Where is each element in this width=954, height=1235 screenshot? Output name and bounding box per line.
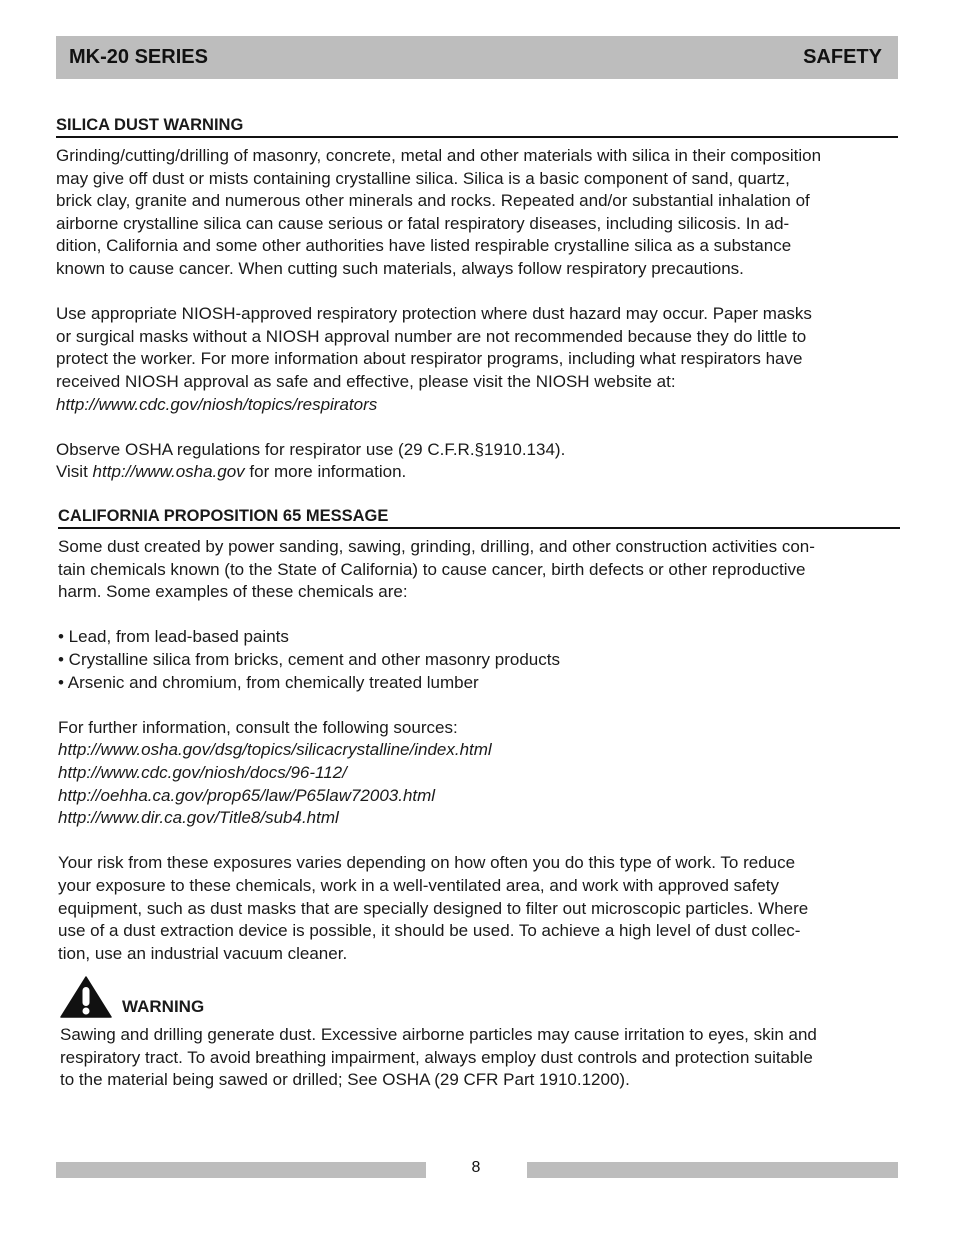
text-line: to the material being sawed or drilled; See OSHA (29 CFR Part 1910.1200). [60, 1070, 630, 1090]
text-line: your exposure to these chemicals, work in a well-ventilated area, and work with approved safety [58, 875, 779, 895]
text-line: dition, California and some other authorities have listed respirable crystalline silica as a substance [56, 236, 792, 256]
text-line: harm. Some examples of these chemicals are: [58, 582, 408, 602]
page-number: 8 [471, 1159, 481, 1176]
text-line: Grinding/cutting/drilling of masonry, concrete, metal and other materials with silica in their composition [56, 146, 822, 165]
text-line: Some dust created by power sanding, sawing, grinding, drilling, and other construction activities con- [58, 537, 815, 556]
prop65-title: CALIFORNIA PROPOSITION 65 MESSAGE [58, 506, 900, 529]
text-line: Sawing and drilling generate dust. Excessive airborne particles may cause irritation to eyes, skin and [60, 1025, 817, 1044]
warning-section [60, 974, 900, 1092]
visit-label: Visit [56, 462, 88, 482]
sources-intro: For further information, consult the following sources: [58, 717, 458, 737]
text-line: received NIOSH approval as safe and effective, please visit the NIOSH website at: [56, 371, 676, 391]
list-item: • Arsenic and chromium, from chemically treated lumber [58, 672, 479, 692]
niosh-link[interactable]: http://www.cdc.gov/niosh/topics/respirators [56, 394, 378, 414]
header-section: SAFETY [803, 46, 882, 68]
silica-section [56, 115, 898, 484]
silica-title: SILICA DUST WARNING [56, 115, 898, 138]
prop65-paragraph-1 [58, 536, 900, 604]
list-item: • Crystalline silica from bricks, cement and other masonry products [58, 649, 560, 669]
text-line: may give off dust or mists containing crystalline silica. Silica is a basic component of sand, quartz, [56, 168, 790, 188]
text-line: brick clay, granite and numerous other minerals and rocks. Repeated and/or substantial inhalation of [56, 191, 810, 211]
risk-paragraph [58, 852, 900, 965]
source-link[interactable]: http://oehha.ca.gov/prop65/law/P65law72003.html [58, 785, 436, 805]
silica-paragraph-3 [56, 439, 898, 484]
source-link[interactable]: http://www.osha.gov/dsg/topics/silicacrystalline/index.html [58, 740, 492, 760]
text-line: or surgical masks without a NIOSH approval number are not recommended because they do little to [56, 326, 807, 346]
text-line: known to cause cancer. When cutting such materials, always follow respiratory precautions. [56, 258, 744, 278]
source-link[interactable]: http://www.dir.ca.gov/Title8/sub4.html [58, 808, 339, 828]
chemical-list [58, 626, 900, 694]
warning-paragraph [60, 1024, 900, 1092]
osha-link[interactable]: http://www.osha.gov [92, 462, 245, 482]
warning-label: WARNING [122, 997, 205, 1016]
visit-tail: for more information. [249, 462, 407, 482]
header-series: MK-20 SERIES [69, 46, 208, 68]
source-link[interactable]: http://www.cdc.gov/niosh/docs/96-112/ [58, 762, 347, 782]
text-line: tion, use an industrial vacuum cleaner. [58, 943, 348, 963]
text-line: respiratory tract. To avoid breathing impairment, always employ dust controls and protection suitable [60, 1047, 813, 1067]
page-header [56, 36, 898, 79]
warning-header [60, 974, 900, 1018]
text-line: use of a dust extraction device is possible, it should be used. To achieve a high level of dust collec- [58, 921, 801, 941]
prop65-section [58, 506, 900, 965]
text-line: Use appropriate NIOSH-approved respiratory protection where dust hazard may occur. Paper masks [56, 304, 812, 324]
footer-bar-right [527, 1162, 898, 1178]
list-item: • Lead, from lead-based paints [58, 627, 289, 647]
silica-paragraph-2 [56, 303, 898, 416]
text-line: Observe OSHA regulations for respirator use (29 C.F.R.§1910.134). [56, 439, 566, 459]
silica-paragraph-1 [56, 145, 898, 281]
text-line: equipment, such as dust masks that are specially designed to filter out microscopic particles. Where [58, 898, 809, 918]
text-line: protect the worker. For more information about respirator programs, including what respirators have [56, 349, 803, 369]
text-line [56, 461, 898, 484]
text-line: tain chemicals known (to the State of California) to cause cancer, birth defects or other reproductive [58, 559, 806, 579]
text-line: airborne crystalline silica can cause serious or fatal respiratory diseases, including silicosis. In ad- [56, 213, 790, 233]
text-line: Your risk from these exposures varies depending on how often you do this type of work. To reduce [58, 853, 796, 873]
sources-block [58, 717, 900, 830]
warning-triangle-icon [60, 976, 112, 1018]
footer-bar-left [56, 1162, 426, 1178]
